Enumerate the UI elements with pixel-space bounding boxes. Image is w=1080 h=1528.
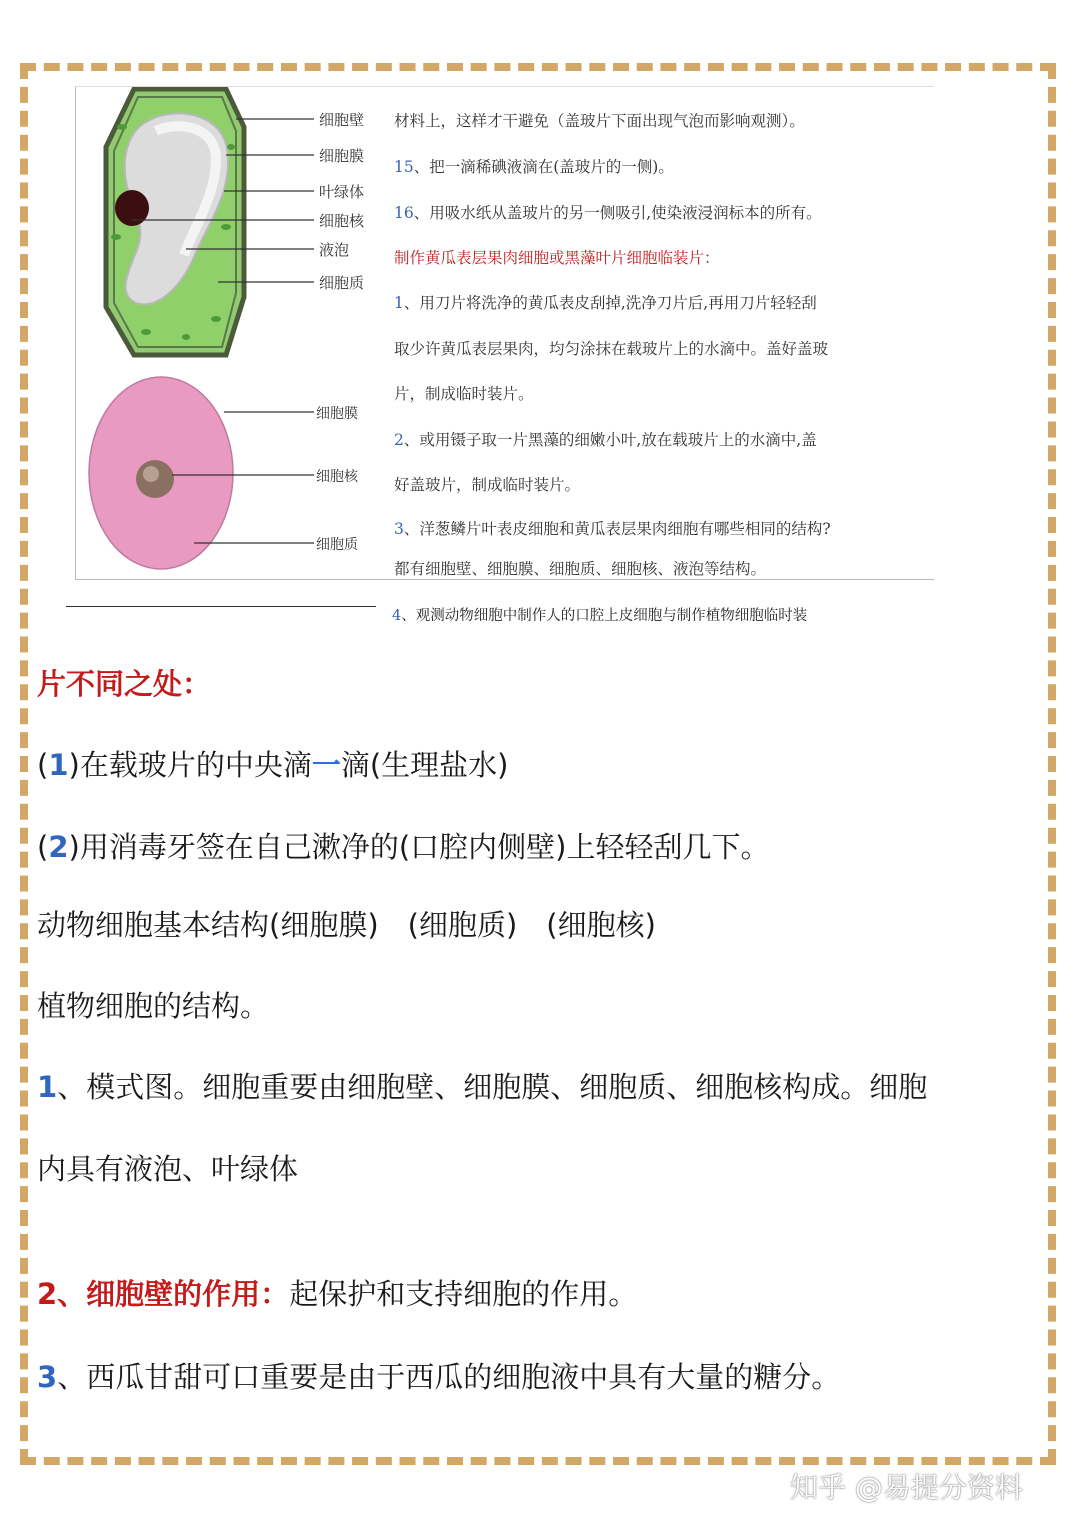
plant-label: 液泡 [319,241,350,259]
point-2: 2、细胞壁的作用：起保护和支持细胞的作用。 [37,1277,638,1311]
plant-label: 叶绿体 [319,183,365,201]
figure-text-line: 都有细胞壁、细胞膜、细胞质、细胞核、液泡等结构。 [394,560,767,578]
plant-cell-illustration [106,89,314,355]
animal-cell-illustration [89,377,314,569]
animal-cell-structure: 动物细胞基本结构(细胞膜) (细胞质) (细胞核) [37,908,656,942]
figure-text-line: 4、观测动物细胞中制作人的口腔上皮细胞与制作植物细胞临时装 [392,608,808,624]
figure-heading: 制作黄瓜表层果肉细胞或黑藻叶片细胞临装片： [394,249,720,267]
figure-text-line: 好盖玻片，制成临时装片。 [394,476,581,494]
point-1: 1、模式图。细胞重要由细胞壁、细胞膜、细胞质、细胞核构成。细胞 [37,1070,928,1104]
step-2: (2)用消毒牙签在自己漱净的(口腔内侧壁)上轻轻刮几下。 [37,830,770,864]
watermark: 知乎 @易提分资料 [790,1471,1023,1504]
figure-text-line: 1、用刀片将洗净的黄瓜表皮刮掉,洗净刀片后,再用刀片轻轻刮 [394,294,817,312]
point-3: 3、西瓜甘甜可口重要是由于西瓜的细胞液中具有大量的糖分。 [37,1360,841,1394]
step-1: (1)在载玻片的中央滴一滴(生理盐水) [37,748,509,782]
figure-text-line: 15、把一滴稀碘液滴在(盖玻片的一侧)。 [394,158,674,176]
figure-text-line: 2、或用镊子取一片黑藻的细嫩小叶,放在载玻片上的水滴中,盖 [394,431,817,449]
plant-label: 细胞壁 [319,111,365,129]
animal-label: 细胞质 [316,537,358,553]
section-heading: 片不同之处： [37,667,212,701]
scanned-figure [75,86,934,580]
point-1-continued: 内具有液泡、叶绿体 [37,1152,299,1186]
figure-text-line: 材料上，这样才干避免（盖玻片下面出现气泡而影响观测）。 [394,112,805,130]
figure-text-line: 取少许黄瓜表层果肉，均匀涂抹在载玻片上的水滴中。盖好盖玻 [394,340,829,358]
plant-label: 细胞膜 [319,147,365,165]
animal-label: 细胞膜 [316,406,358,422]
divider-line [66,606,376,607]
animal-label: 细胞核 [316,469,358,485]
plant-label: 细胞质 [319,274,365,292]
plant-cell-structure: 植物细胞的结构。 [37,989,270,1023]
plant-label: 细胞核 [319,212,365,230]
figure-text-line: 片，制成临时装片。 [394,385,534,403]
figure-text-line: 16、用吸水纸从盖玻片的另一侧吸引,使染液浸润标本的所有。 [394,204,822,222]
figure-text-line: 3、洋葱鳞片叶表皮细胞和黄瓜表层果肉细胞有哪些相同的结构? [394,520,831,538]
